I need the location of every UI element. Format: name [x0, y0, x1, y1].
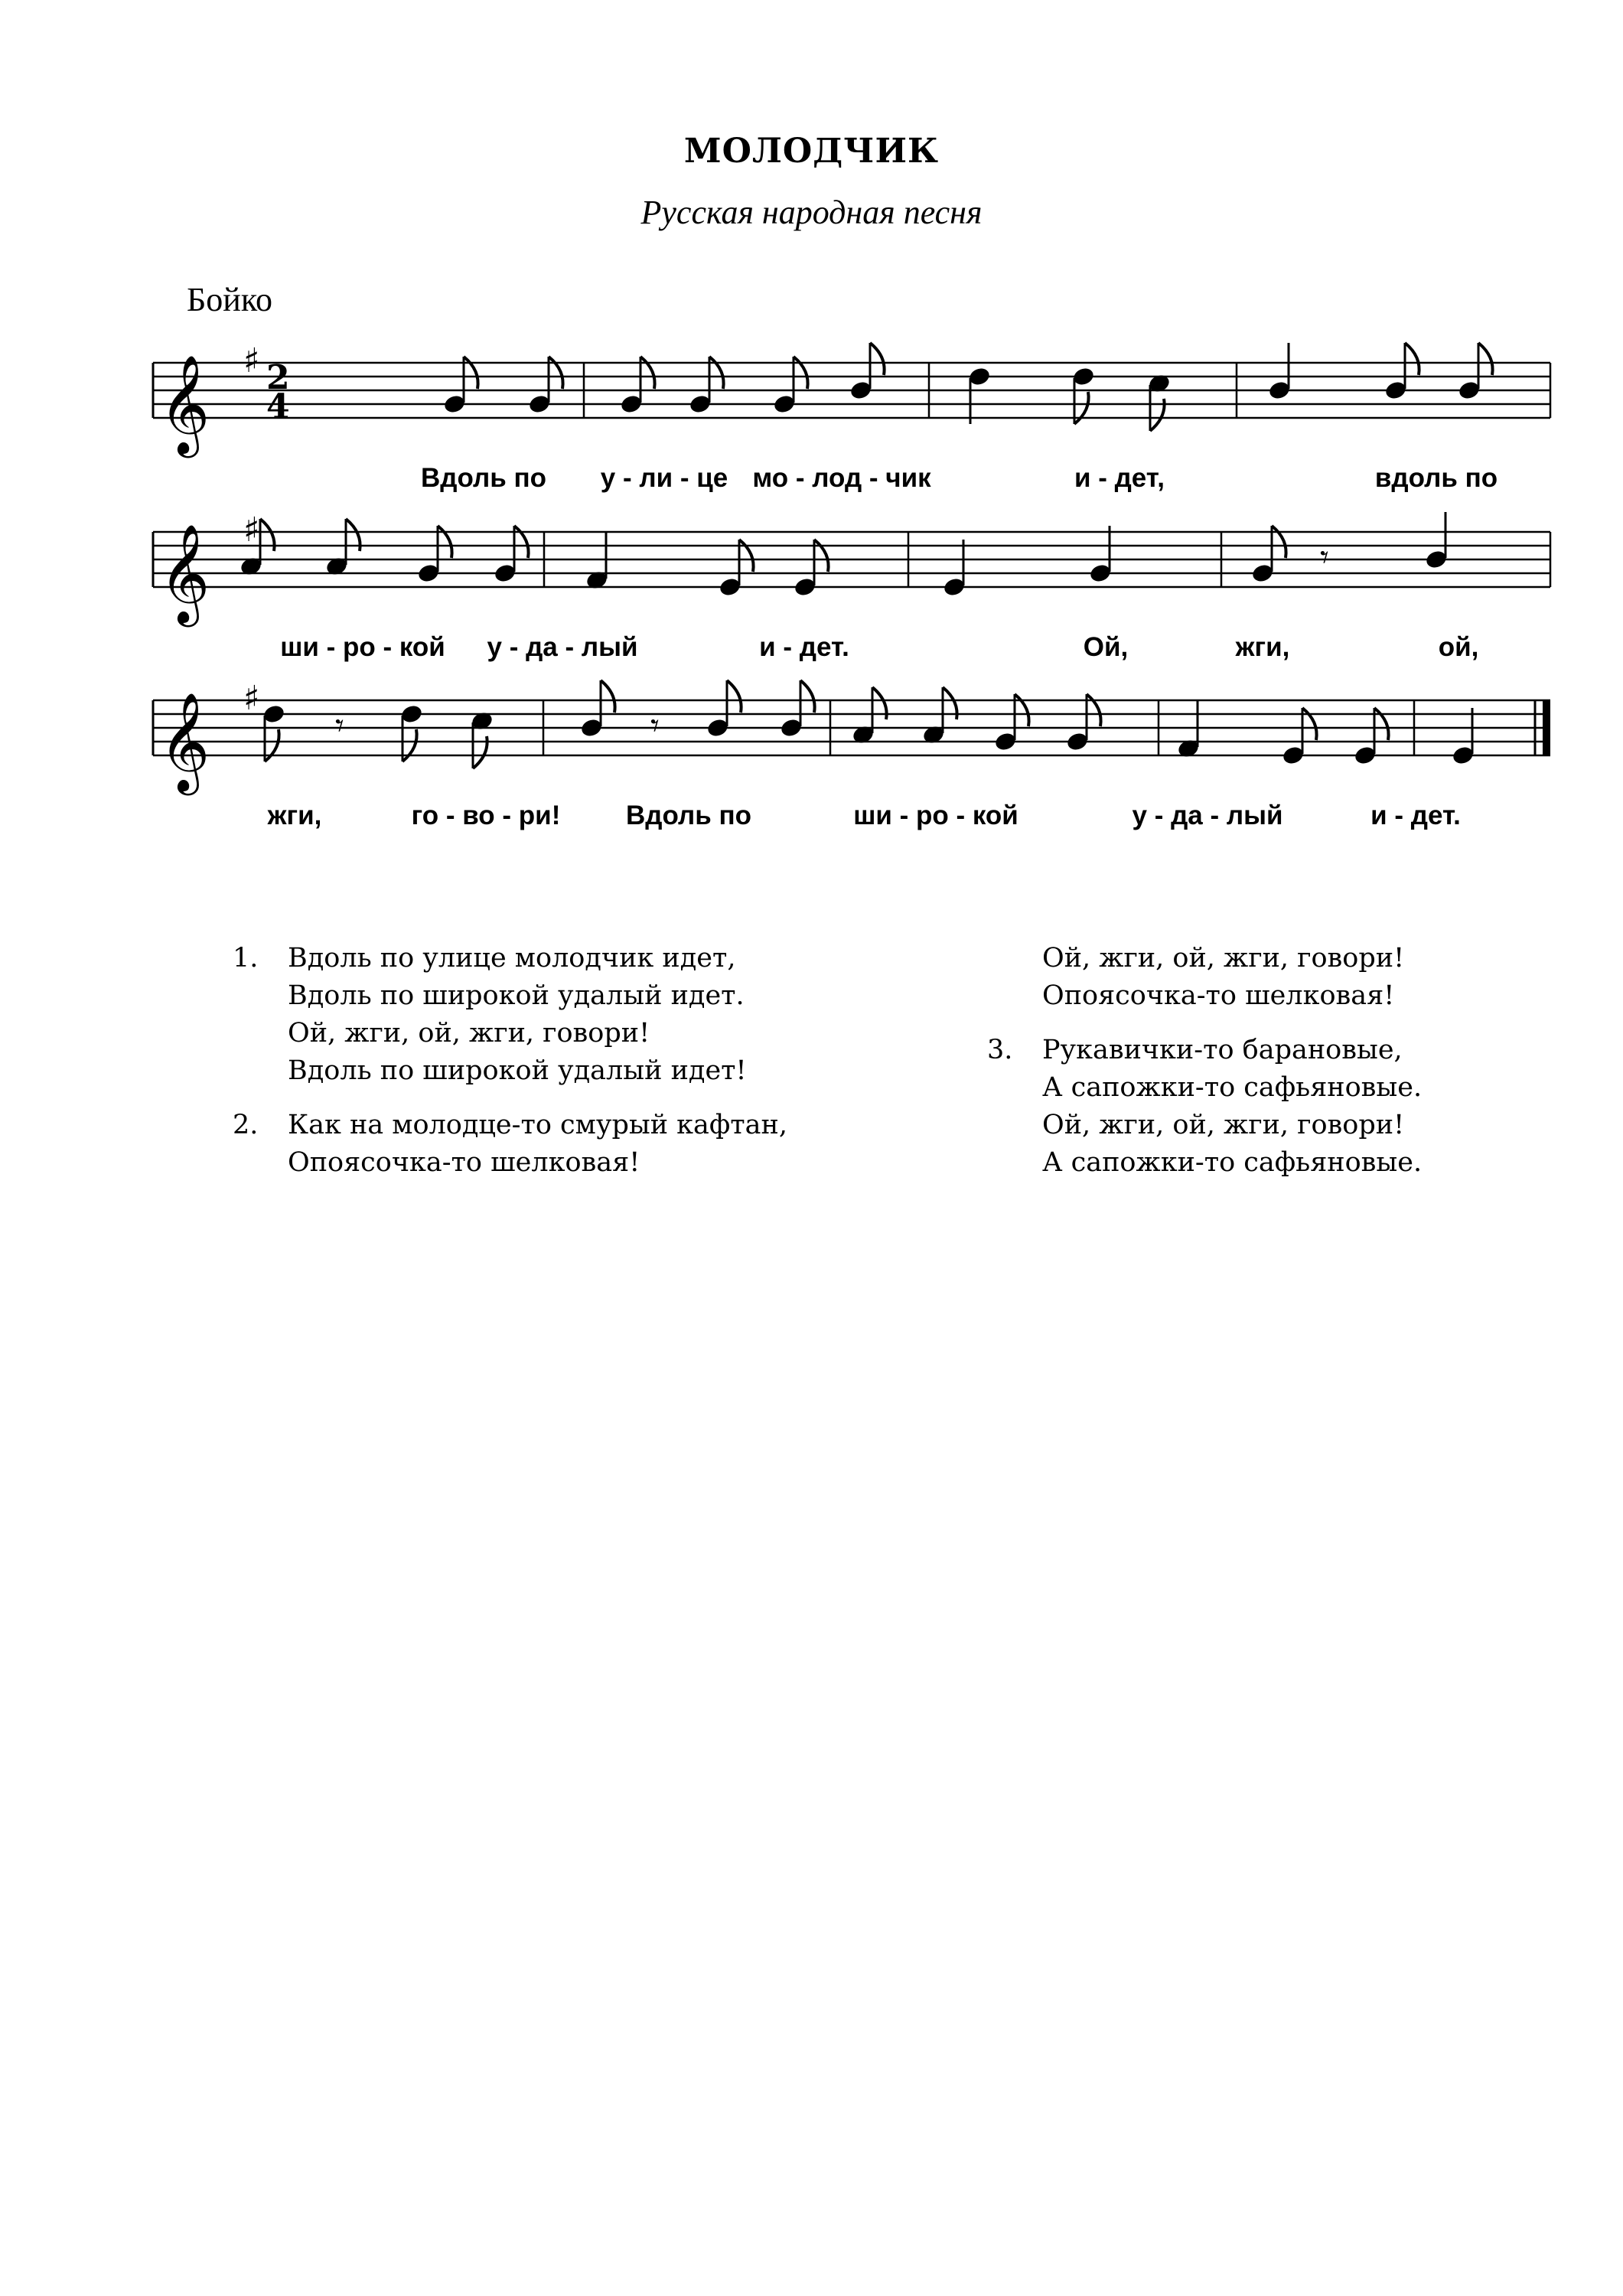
note-flag [1302, 708, 1317, 740]
lyric-syllable: ши - ро - кой [853, 801, 1018, 830]
lyric-syllable: у - ли - це [600, 463, 728, 493]
verse-line: Опоясочка-то шелковая! [1042, 980, 1395, 1011]
lyric-syllable: ши - ро - кой [280, 632, 445, 662]
lyric-syllable: Вдоль по [626, 801, 751, 830]
lyric-syllable: и - дет. [1370, 801, 1461, 830]
verse-line: Опоясочка-то шелковая! [288, 1147, 640, 1178]
note-flag [1374, 708, 1389, 740]
lyric-syllable: жги, [1235, 632, 1290, 662]
lyric-syllable: жги, [267, 801, 322, 830]
note-flag [549, 357, 563, 389]
lyric-syllable: вдоль по [1374, 463, 1498, 493]
note-flag [438, 526, 452, 558]
verse-line: Ой, жги, ой, жги, говори! [288, 1018, 650, 1049]
verse-line: Ой, жги, ой, жги, говори! [1042, 943, 1405, 974]
note-flag [800, 680, 815, 713]
eighth-rest: 𝄾 [1320, 538, 1329, 577]
lyric-syllable: Ой, [1083, 632, 1129, 662]
treble-clef: 𝄞 [159, 354, 210, 454]
song-title: МОЛОДЧИК [683, 132, 940, 171]
verse-block [233, 940, 787, 1090]
lyric-syllable: у - да - лый [1132, 801, 1283, 830]
note-flag [727, 680, 741, 713]
note-flag [794, 357, 808, 389]
note-flag [1405, 343, 1419, 375]
verse-line: Вдоль по широкой удалый идет! [288, 1055, 747, 1086]
verse-line: А сапожки-то сафьяновые. [1042, 1147, 1423, 1178]
note-flag [1272, 526, 1286, 558]
note-flag [402, 729, 417, 762]
note-flag [1087, 694, 1101, 726]
note-flag [1478, 343, 1493, 375]
final-barline-thick [1543, 700, 1550, 755]
verse-line: Ой, жги, ой, жги, говори! [1042, 1110, 1405, 1140]
verses-left-column [233, 940, 787, 1199]
verse-line: Вдоль по широкой удалый идет. [288, 980, 745, 1011]
verse-line: Вдоль по улице молодчик идет, [288, 943, 736, 974]
verse-line: Рукавички-то барановые, [1042, 1035, 1403, 1065]
lyric-syllable: мо - лод - чик [752, 463, 931, 493]
tempo-marking: Бойко [187, 281, 272, 318]
verse-block [987, 1032, 1422, 1182]
song-subtitle: Русская народная песня [640, 194, 983, 231]
lyric-syllable: и - дет, [1074, 463, 1165, 493]
verses-right-column [987, 940, 1422, 1199]
lyric-syllable: у - да - лый [487, 632, 638, 662]
verse-line: Как на молодце-то смурый кафтан, [288, 1110, 787, 1140]
time-signature-top: 2 [266, 358, 290, 397]
verse-block [233, 1107, 787, 1182]
verse-number: 1. [233, 943, 259, 974]
note-flag [870, 343, 885, 375]
note-flag [640, 357, 655, 389]
note-flag [1074, 392, 1089, 424]
treble-clef: 𝄞 [159, 692, 210, 791]
verse-number: 3. [987, 1035, 1013, 1065]
note-flag [265, 729, 279, 762]
note-flag [464, 357, 478, 389]
treble-clef: 𝄞 [159, 523, 210, 623]
lyric-syllable: ой, [1438, 632, 1479, 662]
lyric-syllable: и - дет. [759, 632, 849, 662]
note-flag [601, 680, 615, 713]
note-flag [1015, 694, 1029, 726]
time-signature-bottom: 4 [266, 387, 290, 426]
note-flag [514, 526, 529, 558]
lyric-syllable: Вдоль по [421, 463, 546, 493]
note-flag [709, 357, 724, 389]
eighth-rest: 𝄾 [335, 706, 344, 745]
lyric-syllable: го - во - ри! [411, 801, 561, 830]
note-flag [739, 540, 754, 572]
verse-block [987, 940, 1422, 1015]
key-signature-sharp: ♯ [243, 510, 260, 550]
music-score [0, 0, 1623, 918]
eighth-rest: 𝄾 [650, 706, 660, 745]
key-signature-sharp: ♯ [243, 341, 260, 380]
key-signature-sharp: ♯ [243, 679, 260, 718]
verse-number: 2. [233, 1110, 259, 1140]
note-flag [814, 540, 829, 572]
verse-line: А сапожки-то сафьяновые. [1042, 1072, 1423, 1103]
